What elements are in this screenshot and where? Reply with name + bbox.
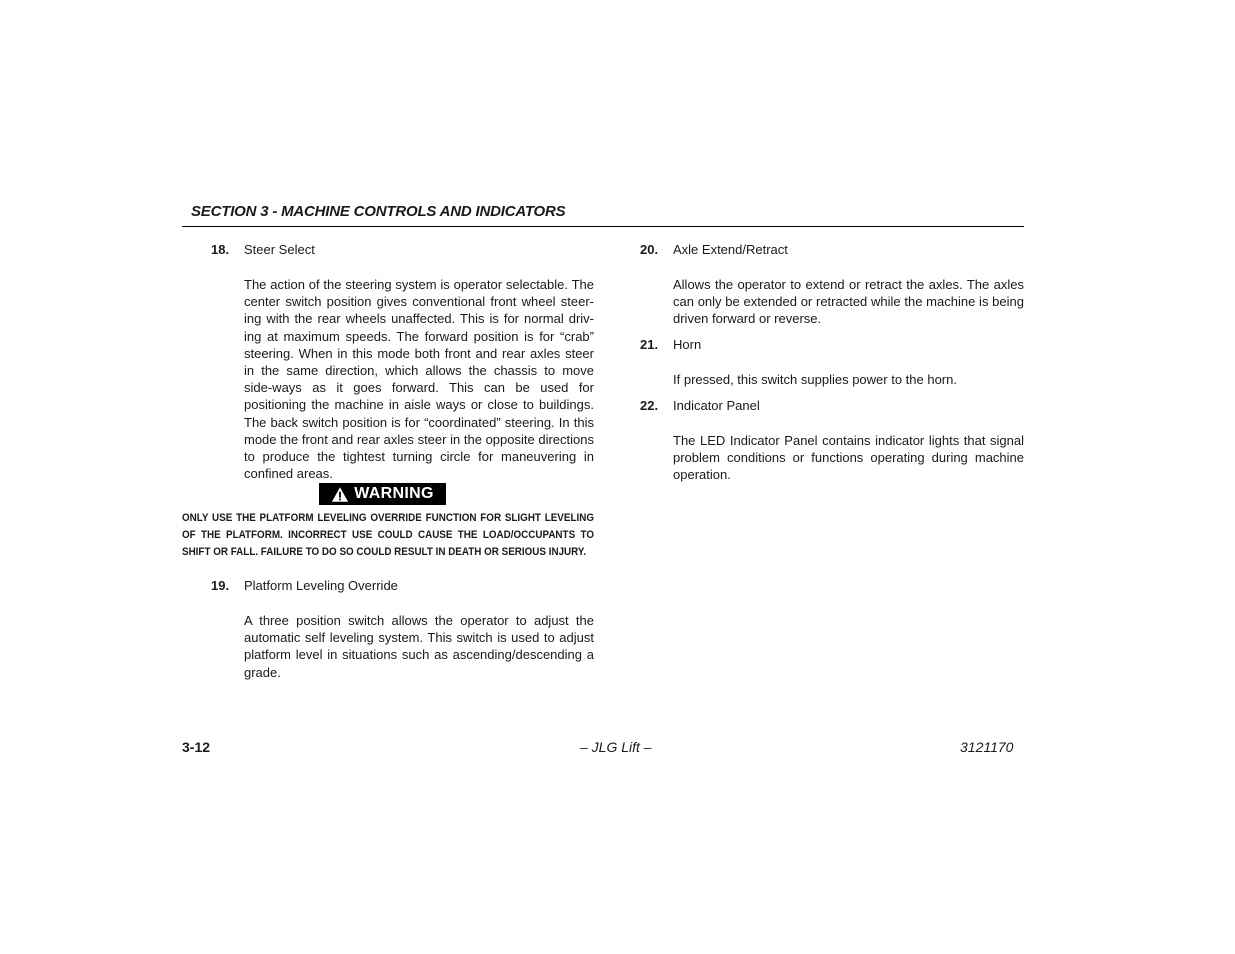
warning-triangle-icon xyxy=(331,486,349,503)
item-title: Indicator Panel xyxy=(673,398,760,413)
item-body: The action of the steering system is operator selectable. The center switch position gives conventional front wheel steer-ing with the rear wheels unaffected. This is for normal driv-ing at maximum speeds. The forward position is for “crab” steering. When in this mode both front and rear axles steer in the same direction, which allows the chassis to move side-ways as it goes forward. This can be used for positioning the machine in aisle ways or close to buildings. The back switch position is for “coordinated” steering. In this mode the front and rear axles steer in the opposite directions to produce the tightest turning circle for maneuvering in confined areas. xyxy=(244,277,594,482)
page-number: 3-12 xyxy=(182,739,211,755)
item-number: 21. xyxy=(640,337,659,352)
item-title: Platform Leveling Override xyxy=(244,578,398,593)
item-title: Axle Extend/Retract xyxy=(673,242,788,257)
warning-badge xyxy=(319,483,446,505)
item-body: Allows the operator to extend or retract the axles. The axles can only be extended or retracted while the machine is being driven forward or reverse. xyxy=(673,277,1024,327)
item-body: If pressed, this switch supplies power to the horn. xyxy=(673,372,957,387)
item-title: Horn xyxy=(673,337,702,352)
item-number: 20. xyxy=(640,242,659,257)
header-rule xyxy=(182,226,1024,227)
item-body: A three position switch allows the operator to adjust the automatic self leveling system. This switch is used to adjust platform level in situations such as ascending/descending a grade. xyxy=(244,613,594,680)
item-number: 19. xyxy=(211,578,230,593)
item-number: 18. xyxy=(211,242,230,257)
item-number: 22. xyxy=(640,398,659,413)
section-title: SECTION 3 - MACHINE CONTROLS AND INDICATORS xyxy=(191,203,566,220)
warning-label: WARNING xyxy=(354,485,434,502)
footer-publisher: – JLG Lift – xyxy=(580,739,652,755)
warning-text: ONLY USE THE PLATFORM LEVELING OVERRIDE FUNCTION FOR SLIGHT LEVELING OF THE PLATFORM. INCORRECT USE COULD CAUSE THE LOAD/OCCUPANTS TO SHIFT OR FALL. FAILURE TO DO SO COULD RESULT IN DEATH OR SERIOUS INJURY. xyxy=(182,512,594,558)
item-title: Steer Select xyxy=(244,242,315,257)
document-number: 3121170 xyxy=(960,739,1014,755)
item-body: The LED Indicator Panel contains indicator lights that signal problem conditions or functions operating during machine operation. xyxy=(673,433,1024,483)
